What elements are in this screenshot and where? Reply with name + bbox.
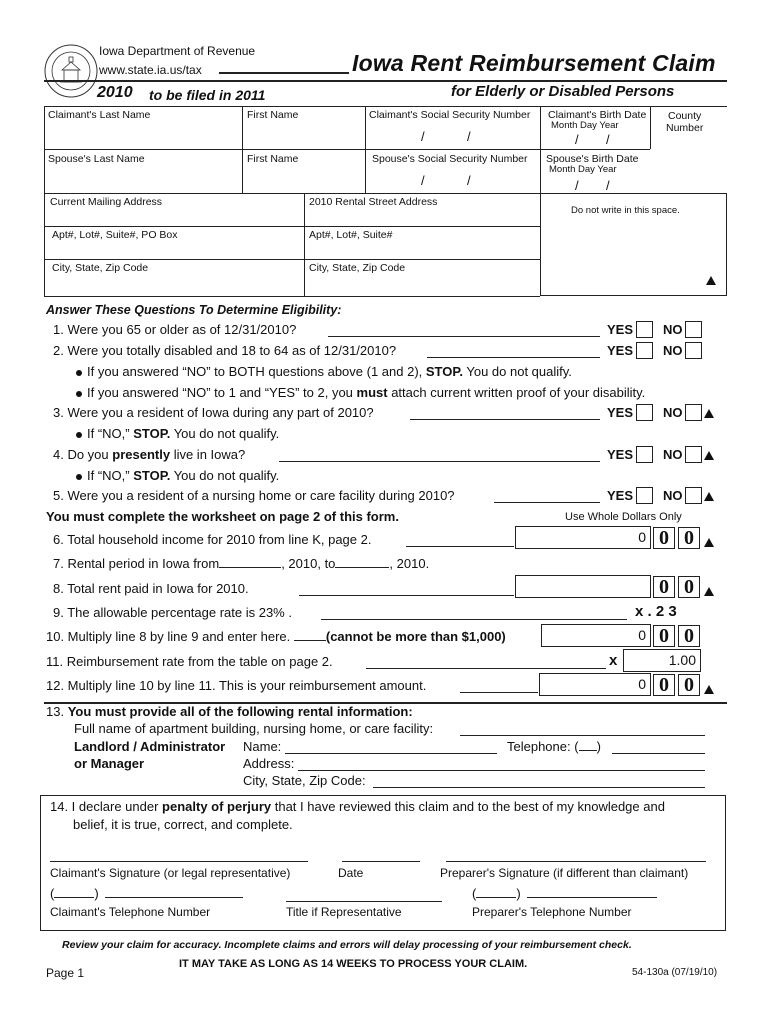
tax-year: 2010 [97, 84, 133, 101]
state-seal-icon [44, 44, 98, 98]
line-8: 8. Total rent paid in Iowa for 2010. [53, 581, 249, 596]
line-11-multiply: x [609, 652, 618, 669]
q1-yes-label: YES [607, 322, 634, 337]
rental-apt-label: Apt#, Lot#, Suite# [309, 229, 393, 241]
question-5: 5. Were you a resident of a nursing home or care facility during 2010? [53, 488, 455, 503]
landlord-city-label: City, State, Zip Code: [243, 773, 366, 788]
county-label: County [668, 110, 702, 122]
q3-yes-checkbox[interactable] [636, 404, 653, 421]
claimant-ssn-label: Claimant's Social Security Number [369, 109, 531, 121]
line-6: 6. Total household income for 2010 from line K, page 2. [53, 532, 372, 547]
agency-website: www.state.ia.us/tax [99, 63, 202, 77]
triangle-up-icon [704, 538, 714, 547]
q5-yes-label: YES [607, 488, 634, 503]
line-12-amount-input[interactable]: 0 [539, 673, 651, 696]
q3-yes-label: YES [607, 405, 634, 420]
q2-yes-checkbox[interactable] [636, 342, 653, 359]
question-2: 2. Were you totally disabled and 18 to 64 as of 12/31/2010? [53, 343, 397, 358]
preparer-signature-label: Preparer's Signature (if different than claimant) [440, 866, 689, 880]
line-12-cents-2: 0 [678, 674, 700, 696]
landlord-address-label: Address: [243, 756, 295, 771]
triangle-up-icon [704, 685, 714, 694]
q4-note: If “NO,” STOP. You do not qualify. [76, 468, 279, 483]
q1-no-label: NO [663, 322, 683, 337]
form-number: 54-130a (07/19/10) [632, 967, 718, 978]
eligibility-heading: Answer These Questions To Determine Eligibility: [46, 303, 342, 317]
line-10-cents-2: 0 [678, 625, 700, 647]
date-label: Date [338, 866, 364, 880]
declaration-line-2: belief, it is true, correct, and complete. [73, 817, 293, 832]
page-number: Page 1 [46, 966, 85, 980]
claimant-birth-mdy: Month Day Year [551, 120, 619, 131]
form-subtitle: for Elderly or Disabled Persons [451, 83, 675, 100]
triangle-up-icon [704, 492, 714, 501]
line-8-amount-input[interactable] [515, 575, 651, 598]
q3-note: If “NO,” STOP. You do not qualify. [76, 426, 279, 441]
county-number-label: Number [666, 122, 704, 134]
claimant-ssn-slash-1: / [421, 129, 425, 144]
line-8-cents-2: 0 [678, 576, 700, 598]
triangle-up-icon [706, 276, 716, 285]
question-3: 3. Were you a resident of Iowa during any part of 2010? [53, 405, 374, 420]
mailing-address-label: Current Mailing Address [50, 196, 163, 208]
claimant-ssn-slash-2: / [467, 129, 471, 144]
office-use-note: Do not write in this space. [571, 205, 680, 216]
landlord-name-label: Name: [243, 739, 282, 754]
claimant-signature-label: Claimant's Signature (or legal representative) [50, 866, 291, 880]
line-8-cents-1: 0 [653, 576, 675, 598]
line-6-cents-1: 0 [653, 527, 675, 549]
spouse-birth-label: Spouse's Birth Date [546, 153, 639, 165]
facility-name-label: Full name of apartment building, nursing home, or care facility: [74, 721, 434, 736]
q3-no-label: NO [663, 405, 683, 420]
rental-street-label: 2010 Rental Street Address [309, 196, 438, 208]
line-10-amount-input[interactable]: 0 [541, 624, 651, 647]
rental-city-label: City, State, Zip Code [309, 262, 406, 274]
line-7: 7. Rental period in Iowa from , 2010, to , 2010. [53, 556, 430, 571]
triangle-up-icon [704, 587, 714, 596]
q1-no-checkbox[interactable] [685, 321, 702, 338]
q2-yes-label: YES [607, 343, 634, 358]
line-12-cents-1: 0 [653, 674, 675, 696]
agency-name: Iowa Department of Revenue [99, 44, 256, 58]
processing-note: IT MAY TAKE AS LONG AS 14 WEEKS TO PROCESS YOUR CLAIM. [179, 958, 528, 970]
spouse-last-name-label: Spouse's Last Name [48, 153, 145, 165]
spouse-birth-slash-1: / [575, 178, 579, 193]
preparer-phone-label: Preparer's Telephone Number [472, 905, 632, 919]
line-9: 9. The allowable percentage rate is 23% . [53, 605, 292, 620]
q4-yes-checkbox[interactable] [636, 446, 653, 463]
q2-no-checkbox[interactable] [685, 342, 702, 359]
line-11: 11. Reimbursement rate from the table on page 2. [46, 654, 333, 669]
line-9-rate: x . 2 3 [635, 603, 677, 620]
spouse-birth-slash-2: / [606, 178, 610, 193]
line-12: 12. Multiply line 10 by line 11. This is your reimbursement amount. [46, 678, 427, 693]
claimant-phone-label: Claimant's Telephone Number [50, 905, 211, 919]
line-10-cents-1: 0 [653, 625, 675, 647]
spouse-first-name-label: First Name [247, 153, 299, 165]
whole-dollars-note: Use Whole Dollars Only [565, 511, 682, 523]
claimant-last-name-label: Claimant's Last Name [48, 109, 151, 121]
filed-note: to be filed in 2011 [149, 87, 266, 103]
q1-yes-checkbox[interactable] [636, 321, 653, 338]
line-6-amount-input[interactable]: 0 [515, 526, 651, 549]
spouse-ssn-label: Spouse's Social Security Number [372, 153, 528, 165]
q5-no-label: NO [663, 488, 683, 503]
line-6-cents-2: 0 [678, 527, 700, 549]
claimant-birth-slash-2: / [606, 132, 610, 147]
q4-no-label: NO [663, 447, 683, 462]
q2-note-both-no: If you answered “NO” to BOTH questions above (1 and 2), STOP. You do not qualify. [76, 364, 572, 379]
q2-no-label: NO [663, 343, 683, 358]
landlord-telephone-label: Telephone: ( ) [507, 739, 601, 754]
spouse-ssn-slash-2: / [467, 173, 471, 188]
q2-note-disability-proof: If you answered “NO” to 1 and “YES” to 2, you must attach current written proof of your disability. [76, 385, 645, 400]
landlord-label: Landlord / Administrator [74, 739, 226, 754]
line-13: 13. You must provide all of the following rental information: [46, 704, 413, 719]
declaration-line-1: 14. I declare under penalty of perjury that I have reviewed this claim and to the best of my knowledge and [50, 799, 665, 814]
question-4: 4. Do you presently live in Iowa? [53, 447, 246, 462]
q3-no-checkbox[interactable] [685, 404, 702, 421]
line-10: 10. Multiply line 8 by line 9 and enter here. (cannot be more than $1,000) [46, 629, 506, 644]
mailing-apt-label: Apt#, Lot#, Suite#, PO Box [52, 229, 178, 241]
spouse-birth-mdy: Month Day Year [549, 164, 617, 175]
manager-label: or Manager [74, 756, 145, 771]
claimant-first-name-label: First Name [247, 109, 299, 121]
mailing-city-label: City, State, Zip Code [52, 262, 149, 274]
question-1: 1. Were you 65 or older as of 12/31/2010? [53, 322, 297, 337]
claimant-phone-input[interactable]: ( ) [50, 886, 243, 901]
q4-no-checkbox[interactable] [685, 446, 702, 463]
claimant-birth-slash-1: / [575, 132, 579, 147]
line-11-rate-input[interactable]: 1.00 [623, 649, 701, 672]
q5-no-checkbox[interactable] [685, 487, 702, 504]
spouse-ssn-slash-1: / [421, 173, 425, 188]
review-note: Review your claim for accuracy. Incomplete claims and errors will delay processing of your reimbursement check. [62, 939, 632, 951]
claimant-birth-label: Claimant's Birth Date [548, 109, 647, 121]
q5-yes-checkbox[interactable] [636, 487, 653, 504]
q4-yes-label: YES [607, 447, 634, 462]
triangle-up-icon [704, 409, 714, 418]
triangle-up-icon [704, 451, 714, 460]
worksheet-note: You must complete the worksheet on page 2 of this form. [46, 509, 399, 524]
form-title: Iowa Rent Reimbursement Claim [352, 50, 716, 76]
preparer-phone-input[interactable]: ( ) [472, 886, 657, 901]
title-representative-label: Title if Representative [286, 905, 402, 919]
